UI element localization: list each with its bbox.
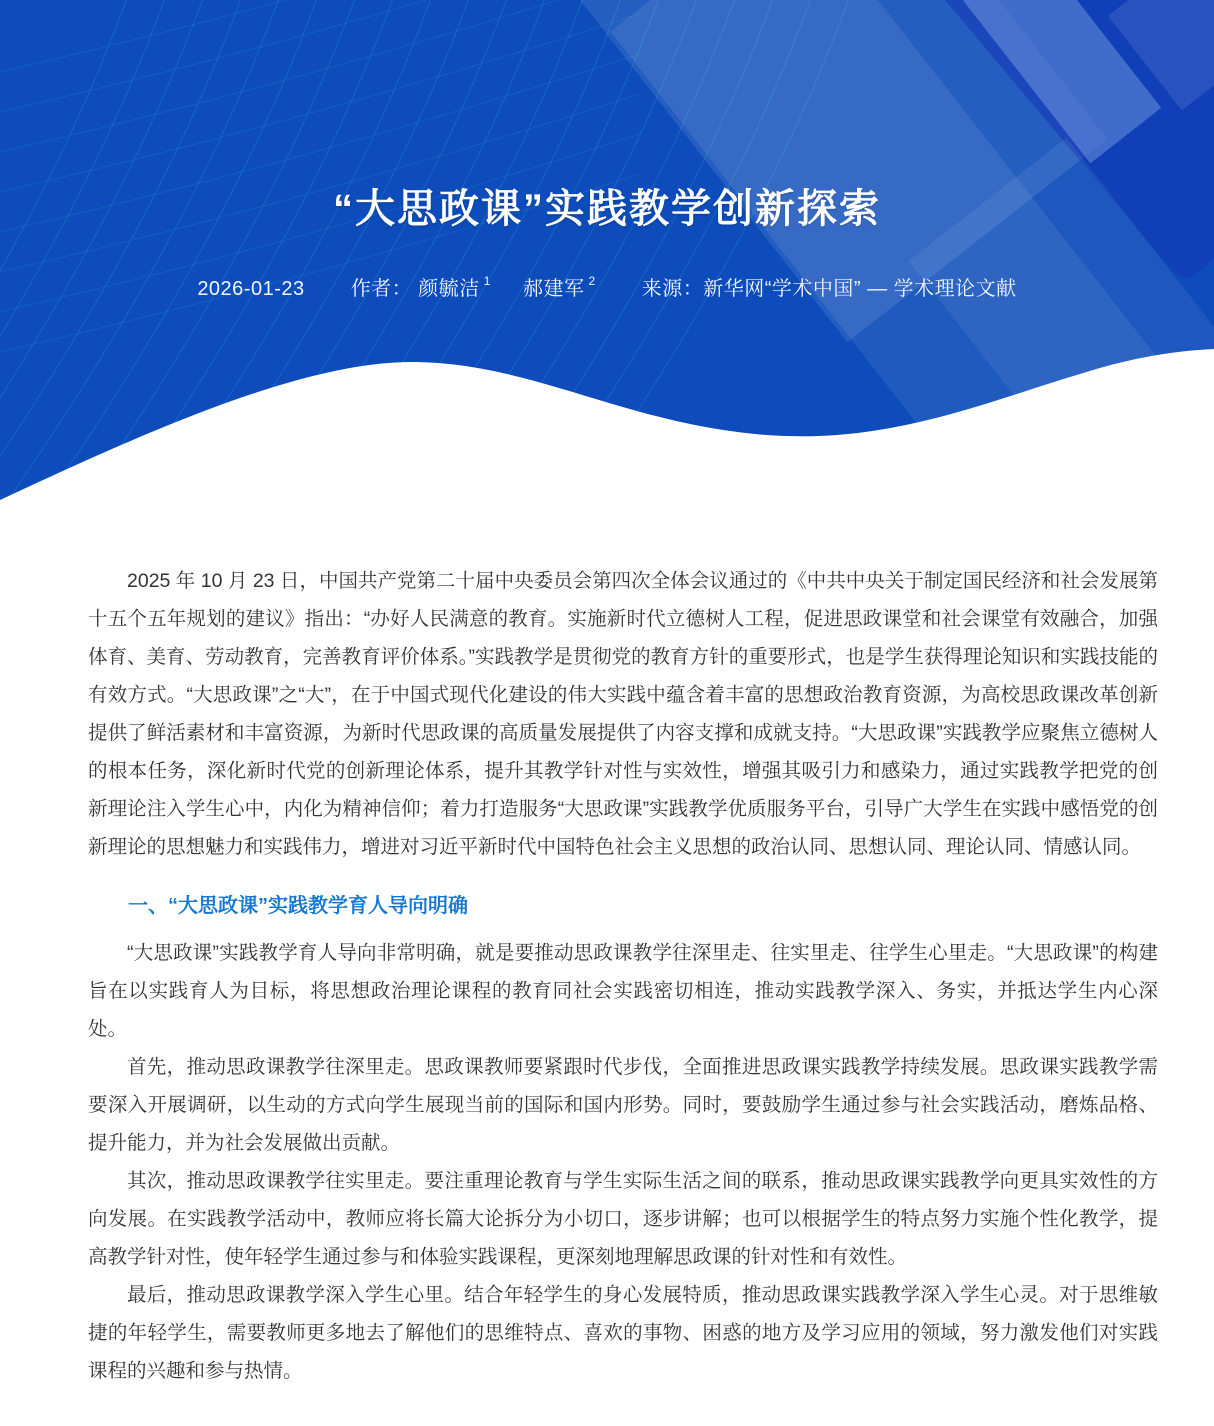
byline	[350, 274, 602, 300]
section-1-paragraph-3: 其次，推动思政课教学往实里走。要注重理论教育与学生实际生活之间的联系，推动思政课实践教学向更具实效性的方向发展。在实践教学活动中，教师应将长篇大论拆分为小切口，逐步讲解；也可以根据学生的特点努力实施个性化教学，提高教学针对性，使年轻学生通过参与和体验实践课程，更深刻地理解思政课的针对性和有效性。	[88, 1170, 1158, 1268]
article-body	[88, 548, 1158, 1426]
section-1-heading: 一、“大思政课”实践教学育人导向明确	[128, 895, 468, 917]
article-meta	[0, 272, 1214, 301]
author-1-footnote: 1	[483, 274, 491, 289]
section-1-paragraph-1: “大思政课”实践教学育人导向非常明确，就是要推动思政课教学往深里走、往实里走、往学生心里走。“大思政课”的构建旨在以实践育人为目标，将思想政治理论课程的教育同社会实践密切相连，推动实践教学深入、务实，并抵达学生内心深处。	[88, 942, 1158, 1040]
article-header-banner	[0, 0, 1214, 548]
section-1-paragraph-2: 首先，推动思政课教学往深里走。思政课教师要紧跟时代步伐，全面推进思政课实践教学持续发展。思政课实践教学需要深入开展调研，以生动的方式向学生展现当前的国际和国内形势。同时，要鼓励学生通过参与社会实践活动，磨炼品格、提升能力，并为社会发展做出贡献。	[88, 1056, 1158, 1154]
section-1-paragraph-4: 最后，推动思政课教学深入学生心里。结合年轻学生的身心发展特质，推动思政课实践教学深入学生心灵。对于思维敏捷的年轻学生，需要教师更多地去了解他们的思维特点、喜欢的事物、困惑的地方及学习应用的领域，努力激发他们对实践课程的兴趣和参与热情。	[88, 1284, 1158, 1382]
intro-paragraph: 2025 年 10 月 23 日，中国共产党第二十届中央委员会第四次全体会议通过的《中共中央关于制定国民经济和社会发展第十五个五年规划的建议》指出：“办好人民满意的教育。实施新时代立德树人工程，促进思政课堂和社会课堂有效融合，加强体育、美育、劳动教育，完善教育评价体系。”实践教学是贯彻党的教育方针的重要形式，也是学生获得理论知识和实践技能的有效方式。“大思政课”之“大”，在于中国式现代化建设的伟大实践中蕴含着丰富的思想政治教育资源，为高校思政课改革创新提供了鲜活素材和丰富资源，为新时代思政课的高质量发展提供了内容支撑和成就支持。“大思政课”实践教学应聚焦立德树人的根本任务，深化新时代党的创新理论体系，提升其教学针对性与实效性，增强其吸引力和感染力，通过实践教学把党的创新理论注入学生心中，内化为精神信仰；着力打造服务“大思政课”实践教学优质服务平台，引导广大学生在实践中感悟党的创新理论的思想魅力和实践伟力，增进对习近平新时代中国特色社会主义思想的政治认同、思想认同、理论认同、情感认同。	[88, 570, 1158, 858]
article-title: “大思政课”实践教学创新探索	[333, 187, 881, 231]
author-1: 颜毓洁 $^1$	[418, 274, 491, 300]
source-line: 来源：新华网“学术中国” — 学术理论文献	[641, 278, 1017, 300]
author-2: 郝建军 $^2$	[523, 274, 596, 300]
author-label: 作者：	[350, 278, 413, 300]
publish-date: 2026-01-23	[197, 278, 305, 300]
author-2-footnote: 2	[588, 274, 596, 289]
banner-content	[0, 0, 1214, 301]
